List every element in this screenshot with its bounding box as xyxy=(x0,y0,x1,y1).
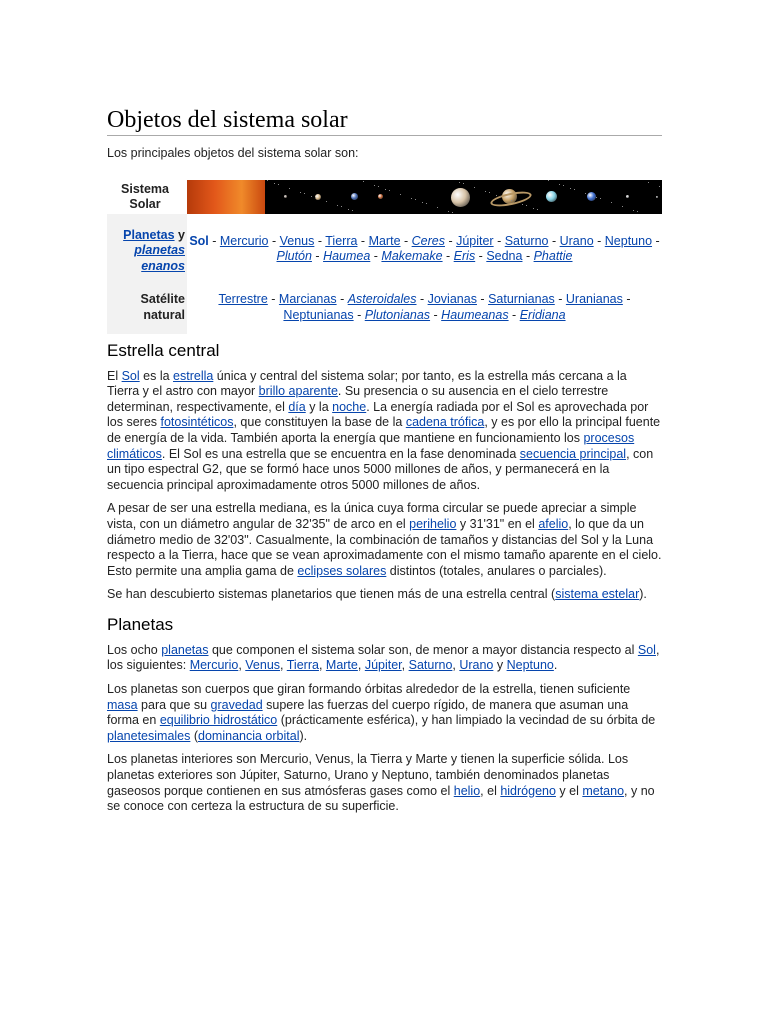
planet-link[interactable]: Saturno xyxy=(504,233,549,248)
star-dot xyxy=(304,193,305,194)
star-dot xyxy=(437,207,438,208)
page-title: Objetos del sistema solar xyxy=(107,106,662,136)
planet-link[interactable]: Ceres xyxy=(411,233,445,248)
list-separator: - xyxy=(208,233,220,248)
planet-link[interactable]: Marte xyxy=(368,233,401,248)
link-perihelio[interactable]: perihelio xyxy=(409,516,457,531)
planet-icon xyxy=(378,194,383,199)
star-dot xyxy=(389,190,390,191)
planet-link[interactable]: Neptuno xyxy=(604,233,653,248)
paragraph: A pesar de ser una estrella mediana, es la única cuya forma circular se puede apreciar a simple vista, con un diámetro angular de 32'35" de arco en el perihelio y 31'31" en el afelio, lo que da un diámetro medio de 32'03". Casualmente, la combinación de tamaños y distancias del Sol y la Luna respecto a la Tierra, hace que se vean aproximadamente con el mismo tamaño aparente en el cielo. Esto permite una amplia gama de eclipses solares distintos (totales, anulares o parciales). xyxy=(107,501,662,578)
list-separator: - xyxy=(554,292,566,307)
star-dot xyxy=(448,211,449,212)
planet-link[interactable]: Phattie xyxy=(533,249,573,264)
link-secuencia-principal[interactable]: secuencia principal xyxy=(519,446,627,461)
link-planetas[interactable]: planetas xyxy=(161,642,209,657)
link-hidrogeno[interactable]: hidrógeno xyxy=(500,783,556,798)
solar-system-navbox xyxy=(107,180,662,334)
star-dot xyxy=(378,186,379,187)
star-dot xyxy=(537,209,538,210)
planet-link[interactable]: Haumea xyxy=(323,249,371,264)
moon-link[interactable]: Saturnianas xyxy=(488,292,555,307)
star-dot xyxy=(385,189,386,190)
list-separator: - xyxy=(622,292,631,307)
list-separator: - xyxy=(444,233,457,248)
list-separator: - xyxy=(267,292,279,307)
link-helio[interactable]: helio xyxy=(453,783,481,798)
planet-icon xyxy=(451,188,470,207)
planet-link[interactable]: Tierra xyxy=(325,233,358,248)
link-dominancia-orbital[interactable]: dominancia orbital xyxy=(198,728,300,743)
planet-link[interactable]: Júpiter xyxy=(456,233,494,248)
list-separator: - xyxy=(493,233,505,248)
planet-icon xyxy=(656,196,658,198)
star-dot xyxy=(574,189,575,190)
star-dot xyxy=(452,212,453,213)
section-heading-planetas: Planetas xyxy=(107,614,174,634)
list-separator: - xyxy=(652,233,660,248)
star-dot xyxy=(337,205,338,206)
star-dot xyxy=(600,198,601,199)
planets-list xyxy=(187,214,662,293)
planet-link[interactable]: Eris xyxy=(453,249,476,264)
planet-link[interactable]: Urano xyxy=(559,233,594,248)
list-separator: - xyxy=(522,249,534,264)
planetas-link[interactable]: Planetas xyxy=(123,227,175,242)
link-marte[interactable]: Marte xyxy=(325,658,358,673)
list-separator: - xyxy=(475,249,487,264)
link-tierra[interactable]: Tierra xyxy=(286,658,319,673)
star-dot xyxy=(400,194,401,195)
star-dot xyxy=(659,186,660,187)
moon-link[interactable]: Terrestre xyxy=(218,292,268,307)
navbox-header-solar-system xyxy=(107,180,187,214)
planet-link[interactable]: Sol xyxy=(189,233,209,248)
moon-link[interactable]: Jovianas xyxy=(427,292,477,307)
list-separator: - xyxy=(268,233,280,248)
link-neptuno[interactable]: Neptuno xyxy=(506,658,554,673)
star-dot xyxy=(485,191,486,192)
moon-link[interactable]: Uranianas xyxy=(565,292,623,307)
star-dot xyxy=(463,183,464,184)
paragraph: El Sol es la estrella única y central del sistema solar; por tanto, es la estrella más cercana a la Tierra y el astro con mayor brillo aparente. Su presencia o su ausencia en el cielo terrestre determinan, respectivamente, el día y la noche. La energía radiada por el Sol es aprovechada por los seres fotosintéticos, que constituyen la base de la cadena trófica, y es por ello la principal fuente de energía de la vida. También aporta la energía que mantiene en funcionamiento los procesos climáticos. El Sol es una estrella que se encuentra en la fase denominada secuencia principal, con un tipo espectral G2, que se formó hace unos 5000 millones de años, y permanecerá en la secuencia principal aproximadamente otros 5000 millones de años. xyxy=(107,368,661,492)
star-dot xyxy=(533,208,534,209)
link-equilibrio-hidrostatico[interactable]: equilibrio hidrostático xyxy=(159,713,278,728)
section-heading-estrella-central: Estrella central xyxy=(107,340,220,360)
list-separator: - xyxy=(416,292,428,307)
navbox-header-planets xyxy=(107,214,187,293)
star-dot xyxy=(352,210,353,211)
link-sistema-estelar[interactable]: sistema estelar xyxy=(555,587,640,602)
star-dot xyxy=(374,185,375,186)
link-noche[interactable]: noche xyxy=(332,399,367,414)
moon-link[interactable]: Marcianas xyxy=(278,292,337,307)
star-dot xyxy=(315,197,316,198)
list-separator: - xyxy=(353,307,365,322)
moon-link[interactable]: Plutonianas xyxy=(364,307,431,322)
intro-text: Los principales objetos del sistema solar son: xyxy=(107,146,359,160)
list-separator: - xyxy=(593,233,605,248)
moon-link[interactable]: Haumeanas xyxy=(441,307,509,322)
list-separator: - xyxy=(400,233,412,248)
link-metano[interactable]: metano xyxy=(582,783,625,798)
star-dot xyxy=(363,181,364,182)
star-dot xyxy=(496,195,497,196)
star-dot xyxy=(300,192,301,193)
star-dot xyxy=(415,199,416,200)
planet-link[interactable]: Mercurio xyxy=(219,233,269,248)
planet-icon xyxy=(587,192,596,201)
link-venus[interactable]: Venus xyxy=(245,658,281,673)
star-dot xyxy=(326,201,327,202)
star-dot xyxy=(526,205,527,206)
sun-image xyxy=(187,180,265,214)
list-separator: - xyxy=(548,233,560,248)
link-dia[interactable]: día xyxy=(288,399,306,414)
star-dot xyxy=(474,187,475,188)
planet-icon xyxy=(626,195,629,198)
navbox-header-connector: y xyxy=(174,227,185,242)
list-separator: - xyxy=(430,307,442,322)
link-eclipses-solares[interactable]: eclipses solares xyxy=(297,563,387,578)
star-dot xyxy=(522,204,523,205)
star-dot xyxy=(570,188,571,189)
star-dot xyxy=(278,184,279,185)
star-dot xyxy=(500,196,501,197)
star-dot xyxy=(311,196,312,197)
star-dot xyxy=(559,184,560,185)
paragraph: Los planetas interiores son Mercurio, Venus, la Tierra y Marte y tienen la superficie sólida. Los planetas exteriores son Júpiter, Saturno, Urano y Neptuno, también denominados planetas gaseosos porque contienen en sus atmósferas gases como el helio, el hidrógeno y el metano, y no se conoce con certeza la estructura de su superficie. xyxy=(107,752,655,814)
star-dot xyxy=(511,200,512,201)
list-separator: - xyxy=(357,233,369,248)
link-planetesimales[interactable]: planetesimales xyxy=(107,728,191,743)
link-brillo-aparente[interactable]: brillo aparente xyxy=(258,384,338,399)
list-separator: - xyxy=(314,233,326,248)
star-dot xyxy=(596,197,597,198)
moon-link[interactable]: Asteroidales xyxy=(347,292,417,307)
star-dot xyxy=(426,203,427,204)
paragraph: Los ocho planetas que componen el sistema solar son, de menor a mayor distancia respecto al Sol, los siguientes: Mercurio, Venus, Tierra, Marte, Júpiter, Saturno, Urano y Neptuno. xyxy=(107,642,660,673)
paragraph: Se han descubierto sistemas planetarios que tienen más de una estrella central (sistema estelar). xyxy=(107,587,647,602)
list-separator: - xyxy=(370,249,382,264)
planet-link[interactable]: Plutón xyxy=(276,249,312,264)
star-dot xyxy=(489,192,490,193)
navbox-header-moons: Satélite natural xyxy=(107,292,187,333)
link-sol[interactable]: Sol xyxy=(121,368,140,383)
star-dot xyxy=(563,185,564,186)
list-separator: - xyxy=(476,292,489,307)
moons-list xyxy=(187,292,662,333)
star-dot xyxy=(637,211,638,212)
star-dot xyxy=(459,182,460,183)
star-dot xyxy=(274,183,275,184)
link-masa[interactable]: masa xyxy=(107,697,138,712)
star-dot xyxy=(289,188,290,189)
planet-link[interactable]: Makemake xyxy=(381,249,443,264)
link-jupiter[interactable]: Júpiter xyxy=(364,658,402,673)
link-mercurio[interactable]: Mercurio xyxy=(189,658,239,673)
link-urano[interactable]: Urano xyxy=(459,658,494,673)
list-separator: - xyxy=(311,249,324,264)
link-procesos-climaticos[interactable]: procesos climáticos xyxy=(107,430,635,461)
list-separator: - xyxy=(508,307,520,322)
link-cadena-trofica[interactable]: cadena trófica xyxy=(405,415,485,430)
link-estrella[interactable]: estrella xyxy=(173,368,214,383)
star-dot xyxy=(267,180,268,181)
moon-link[interactable]: Eridiana xyxy=(519,307,566,322)
star-dot xyxy=(633,210,634,211)
star-dot xyxy=(611,202,612,203)
planet-icon xyxy=(351,193,358,200)
planet-icon xyxy=(284,195,287,198)
star-dot xyxy=(341,206,342,207)
star-dot xyxy=(411,198,412,199)
navbox-header-text: Sistema Solar xyxy=(121,181,169,212)
moon-link[interactable]: Neptunianas xyxy=(283,307,354,322)
article xyxy=(107,106,662,815)
link-saturno[interactable]: Saturno xyxy=(408,658,453,673)
paragraph: Los planetas son cuerpos que giran formando órbitas alrededor de la estrella, tienen suficiente masa para que su gravedad supere las fuerzas del cuerpo rígido, de manera que asuman una forma en equilibrio hidrostático (prácticamente esférica), y han limpiado la vecindad de su órbita de planetesimales (dominancia orbital). xyxy=(107,682,656,743)
planet-icon xyxy=(546,191,557,202)
star-dot xyxy=(348,209,349,210)
list-separator: - xyxy=(442,249,454,264)
planet-link[interactable]: Venus xyxy=(279,233,315,248)
star-dot xyxy=(585,193,586,194)
link-gravedad[interactable]: gravedad xyxy=(210,697,263,712)
link-sol[interactable]: Sol xyxy=(637,642,656,657)
solar-system-image[interactable] xyxy=(187,180,662,214)
star-dot xyxy=(422,202,423,203)
planetas-enanos-link[interactable]: planetas enanos xyxy=(134,243,185,273)
planets-strip-image[interactable] xyxy=(187,180,662,214)
star-dot xyxy=(622,206,623,207)
link-fotosinteticos[interactable]: fotosintéticos xyxy=(160,415,234,430)
list-separator: - xyxy=(336,292,348,307)
star-dot xyxy=(648,182,649,183)
star-dot xyxy=(548,180,549,181)
planet-link[interactable]: Sedna xyxy=(486,249,523,264)
link-afelio[interactable]: afelio xyxy=(538,516,569,531)
